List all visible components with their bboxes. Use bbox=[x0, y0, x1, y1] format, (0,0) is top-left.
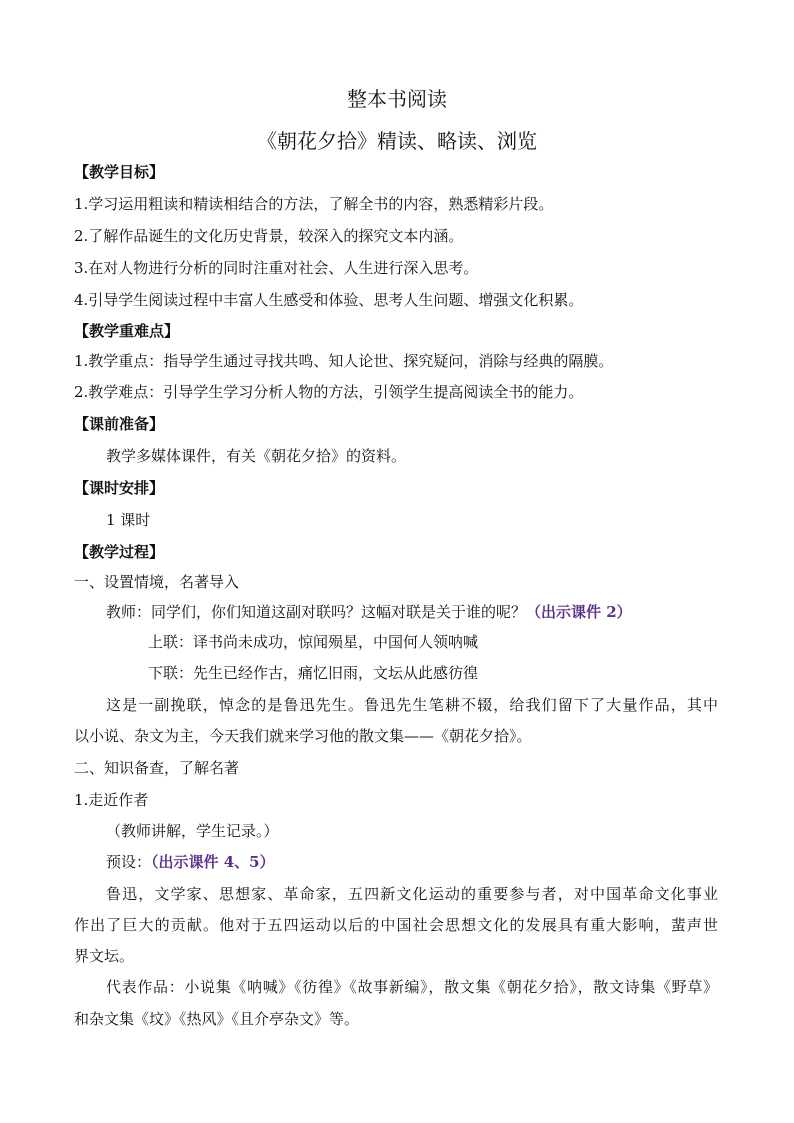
slide-cue-2: （出示课件 2） bbox=[526, 603, 632, 621]
note-text: （教师讲解，学生记录。） bbox=[106, 822, 279, 840]
item-1: 1.走近作者 bbox=[74, 791, 149, 809]
paragraph-2-line-1: 鲁迅，文学家、思想家、革命家，五四新文化运动的重要参与者，对中国革命文化事业 bbox=[106, 885, 718, 903]
key-2: 2.教学难点：引导学生学习分析人物的方法，引领学生提高阅读全书的能力。 bbox=[74, 383, 584, 401]
heading-prep: 【课前准备】 bbox=[74, 415, 165, 433]
section-2: 二、知识备查，了解名著 bbox=[74, 759, 240, 777]
goal-2: 2.了解作品诞生的文化历史背景，较深入的探究文本内涵。 bbox=[74, 227, 464, 245]
couplet-lower: 下联：先生已经作古，痛忆旧雨，文坛从此感彷徨 bbox=[148, 664, 479, 682]
paragraph-3-line-1: 代表作品：小说集《呐喊》《彷徨》《故事新编》，散文集《朝花夕拾》，散文诗集《野草》 bbox=[106, 978, 718, 996]
key-1: 1.教学重点：指导学生通过寻找共鸣、知人论世、探究疑问，消除与经典的隔膜。 bbox=[74, 352, 614, 370]
goal-3: 3.在对人物进行分析的同时注重对社会、人生进行深入思考。 bbox=[74, 259, 479, 277]
heading-time: 【课时安排】 bbox=[74, 479, 165, 497]
slide-cue-4-5: （出示课件 4、5） bbox=[151, 853, 275, 871]
paragraph-1-line-1: 这是一副挽联，悼念的是鲁迅先生。鲁迅先生笔耕不辍，给我们留下了大量作品，其中 bbox=[106, 696, 718, 714]
heading-key: 【教学重难点】 bbox=[74, 322, 180, 340]
goal-1: 1.学习运用粗读和精读相结合的方法，了解全书的内容，熟悉精彩片段。 bbox=[74, 195, 554, 213]
paragraph-1-line-2: 以小说、杂文为主，今天我们就来学习他的散文集——《朝花夕拾》。 bbox=[74, 727, 532, 745]
preset-line bbox=[106, 851, 275, 873]
paragraph-3-line-2: 和杂文集《坟》《热风》《且介亭杂文》等。 bbox=[74, 1010, 360, 1028]
heading-process: 【教学过程】 bbox=[74, 543, 165, 561]
goal-4: 4.引导学生阅读过程中丰富人生感受和体验、思考人生问题、增强文化积累。 bbox=[74, 291, 584, 309]
paragraph-2-line-2: 作出了巨大的贡献。他对于五四运动以后的中国社会思想文化的发展具有重大影响，蜚声世 bbox=[74, 916, 718, 934]
doc-subtitle: 《朝花夕拾》精读、略读、浏览 bbox=[257, 129, 537, 153]
teacher-question bbox=[106, 601, 632, 623]
preset-label: 预设： bbox=[106, 853, 152, 871]
heading-goals: 【教学目标】 bbox=[74, 163, 165, 181]
doc-title: 整本书阅读 bbox=[347, 87, 447, 111]
prep-text: 教学多媒体课件，有关《朝花夕拾》的资料。 bbox=[106, 447, 407, 465]
time-text: 1 课时 bbox=[106, 511, 151, 529]
section-1: 一、设置情境，名著导入 bbox=[74, 573, 240, 591]
teacher-question-text: 教师：同学们，你们知道这副对联吗？这幅对联是关于谁的呢？ bbox=[106, 603, 527, 621]
couplet-upper: 上联：译书尚未成功，惊闻殒星，中国何人领呐喊 bbox=[148, 633, 479, 651]
paragraph-2-line-3: 界文坛。 bbox=[74, 947, 135, 965]
